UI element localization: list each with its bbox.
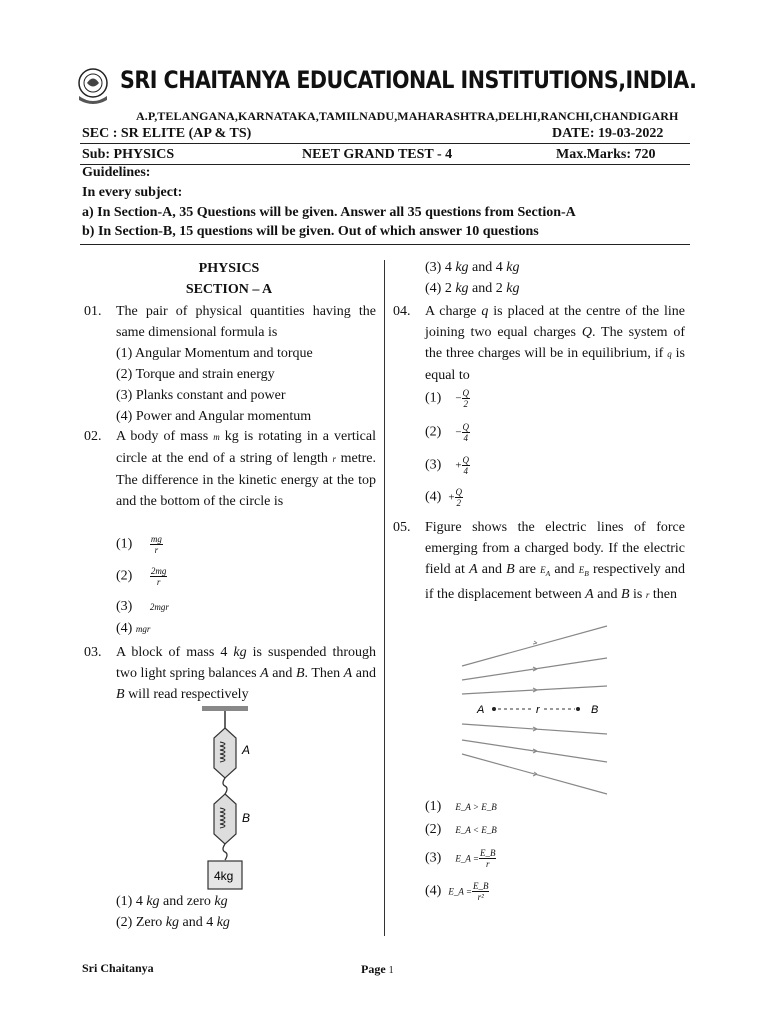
- field-line: [462, 626, 607, 666]
- q03-option-2: (2) Zero kg and 4 kg: [116, 915, 230, 930]
- option-2: (2) Torque and strain energy: [116, 367, 275, 382]
- section-heading: SECTION – A: [185, 282, 273, 297]
- field-line: [462, 754, 607, 794]
- question-text: A block of mass 4 kg is suspended through two light spring balances A and B. Then A and B will read respectively: [116, 645, 376, 702]
- question-text: Figure shows the electric lines of force emerging from a charged body. If the electric field at A and B are $E_A$ and $E_B$ respectively and if the displacement between A and B is r then: [425, 520, 686, 602]
- guidelines-line-3: b) In Section-B, 15 questions will be given. Out of which answer 10 questions: [82, 224, 539, 239]
- section-code: SEC : SR ELITE (AP & TS): [82, 126, 252, 141]
- field-line: [462, 658, 607, 680]
- test-name: NEET GRAND TEST - 4: [302, 147, 453, 162]
- question-01: [84, 301, 376, 427]
- q03-option-4: (4) 2 kg and 2 kg: [425, 281, 520, 296]
- question-number: 03.: [84, 645, 102, 660]
- q02-option-1: (1) $\frac{mg}{r}$: [116, 534, 162, 555]
- point-b-label: B: [591, 704, 599, 716]
- option-3: (3) Planks constant and power: [116, 388, 286, 403]
- exam-date: DATE: 19-03-2022: [552, 126, 664, 141]
- option-4: (4) Power and Angular momentum: [116, 409, 312, 424]
- spring-balance-b: [214, 794, 236, 844]
- question-05: [393, 517, 685, 606]
- guidelines-heading: Guidelines:: [82, 165, 151, 180]
- page-number: Page 1: [361, 962, 394, 976]
- label-b: B: [242, 811, 251, 825]
- question-number: 05.: [393, 520, 411, 535]
- guidelines-line-1: In every subject:: [82, 185, 183, 200]
- field-line: [462, 686, 607, 694]
- institution-logo: [73, 66, 113, 106]
- question-02: [84, 426, 376, 512]
- ceiling-support: [202, 706, 248, 711]
- question-text: The pair of physical quantities having the same dimensional formula is: [116, 304, 376, 340]
- distance-r-label: r: [536, 704, 540, 716]
- question-04: [393, 301, 685, 386]
- spring-balance-figure: [196, 704, 286, 894]
- header-divider-2: [80, 164, 690, 165]
- q02-option-3: (3) 2mgr: [116, 599, 169, 614]
- column-divider: [384, 260, 385, 936]
- q03-option-3: (3) 4 kg and 4 kg: [425, 260, 520, 275]
- electric-field-lines-figure: [455, 622, 615, 800]
- label-a: A: [242, 743, 251, 757]
- max-marks: Max.Marks: 720: [556, 147, 656, 162]
- spring-balance-a: [214, 728, 236, 778]
- q02-option-4: (4) mgr: [116, 621, 151, 636]
- q02-option-2: (2) $\frac{2mg}{r}$: [116, 566, 167, 587]
- subject-label: Sub: PHYSICS: [82, 147, 175, 162]
- q04-option-4: (4) + $\frac{Q}{2}$: [425, 487, 463, 508]
- q05-option-2: (2) E_A < E_B: [425, 822, 497, 837]
- question-03: [84, 642, 376, 705]
- question-number: 02.: [84, 429, 102, 444]
- q05-option-1: (1) E_A > E_B: [425, 799, 497, 814]
- q05-option-4: (4) E_A = $\frac{E\_B}{\text{r²}}$: [425, 881, 489, 902]
- guidelines-line-2: a) In Section-A, 35 Questions will be given. Answer all 35 questions from Section-A: [82, 205, 576, 220]
- q04-option-1: (1) − $\frac{Q}{2}$: [425, 388, 470, 409]
- guidelines-divider: [80, 244, 690, 245]
- institution-title: SRI CHAITANYA EDUCATIONAL INSTITUTIONS,INDIA.: [120, 66, 697, 94]
- point-a: [492, 707, 496, 711]
- q05-option-3: (3) E_A = $\frac{E\_B}{r}$: [425, 848, 496, 869]
- field-line: [462, 740, 607, 762]
- field-line: [462, 724, 607, 734]
- options: [116, 343, 376, 427]
- question-text: A charge q is placed at the centre of the line joining two equal charges Q. The system of the three charges will be in equilibrium, if q is equal to: [425, 304, 686, 383]
- header-divider: [80, 143, 690, 144]
- question-number: 04.: [393, 304, 411, 319]
- point-b: [576, 707, 580, 711]
- footer-brand: Sri Chaitanya: [82, 961, 154, 975]
- point-a-label: A: [477, 704, 485, 716]
- question-text: A body of mass m kg is rotating in a vertical circle at the end of a string of length r metre. The difference in the kinetic energy at the top and the bottom of the circle is: [116, 429, 376, 509]
- question-number: 01.: [84, 304, 102, 319]
- block-label: 4kg: [214, 869, 234, 883]
- subject-heading: PHYSICS: [198, 261, 260, 276]
- q04-option-2: (2) − $\frac{Q}{4}$: [425, 422, 470, 443]
- option-1: (1) Angular Momentum and torque: [116, 346, 313, 361]
- q04-option-3: (3) + $\frac{Q}{4}$: [425, 455, 470, 476]
- q03-option-1: (1) 4 kg and zero kg: [116, 894, 228, 909]
- states-line: A.P,TELANGANA,KARNATAKA,TAMILNADU,MAHARASHTRA,DELHI,RANCHI,CHANDIGARH: [136, 109, 679, 123]
